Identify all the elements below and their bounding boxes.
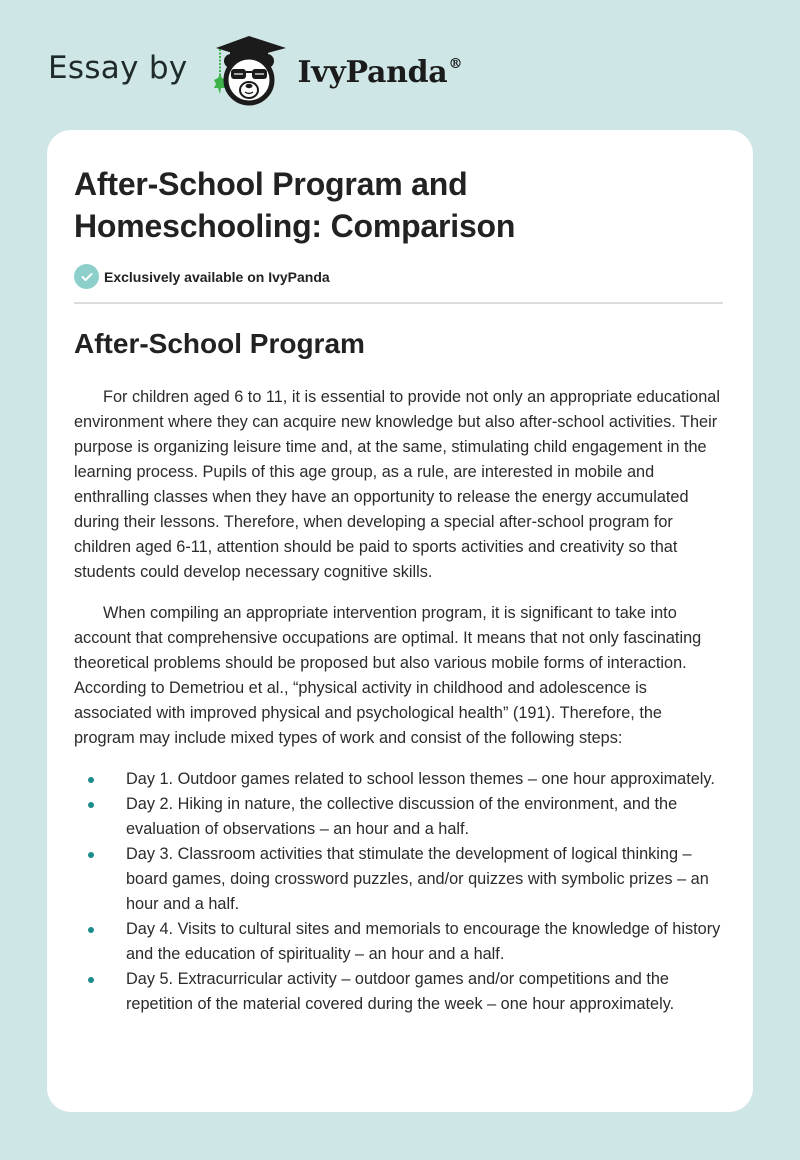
- list-item-text: Day 4. Visits to cultural sites and memorials to encourage the knowledge of history and the education of spirituality – an hour and a half.: [126, 920, 721, 963]
- page-title: After-School Program and Homeschooling: Comparison: [74, 166, 516, 244]
- site-header: [48, 34, 462, 108]
- panda-graduation-cap-icon[interactable]: [206, 34, 292, 108]
- registered-mark: ®: [448, 55, 463, 72]
- list-item: [74, 767, 726, 792]
- bullet-icon: [88, 777, 94, 783]
- list-item: [74, 967, 726, 1017]
- bullet-icon: [88, 852, 94, 858]
- bullet-icon: [88, 977, 94, 983]
- bullet-icon: [88, 802, 94, 808]
- paragraph: [74, 601, 724, 751]
- list-item: [74, 917, 726, 967]
- section-heading: After-School Program: [74, 328, 365, 359]
- program-steps-list: [74, 767, 726, 1017]
- exclusive-badge: [74, 264, 330, 289]
- brand-name[interactable]: [298, 55, 463, 90]
- list-item: [74, 842, 726, 917]
- badge-text: Exclusively available on IvyPanda: [104, 268, 330, 285]
- list-item: [74, 792, 726, 842]
- bullet-icon: [88, 927, 94, 933]
- essay-by-label: Essay by: [48, 50, 188, 86]
- list-item-text: Day 5. Extracurricular activity – outdoor games and/or competitions and the repetition of the material covered during the week – one hour approximately.: [126, 970, 675, 1013]
- paragraph-text: For children aged 6 to 11, it is essential to provide not only an appropriate educational environment where they can acquire new knowledge but also after-school activities. Their purpose is organizing leisure time and, at the same, stimulating child engagement in the learning process. Pupils of this age group, as a rule, are interested in mobile and enthralling classes when they have an opportunity to release the energy accumulated during their lessons. Therefore, when developing a special after-school program for children aged 6-11, attention should be paid to sports activities and creativity so that students could develop necessary cognitive skills.: [74, 388, 720, 581]
- paragraph-text: When compiling an appropriate intervention program, it is significant to take into account that comprehensive occupations are optimal. It means that not only fascinating theoretical problems should be proposed but also various mobile forms of interaction. According to Demetriou et al., “physical activity in childhood and adolescence is associated with improved physical and psychological health” (191). Therefore, the program may include mixed types of work and consist of the following steps:: [74, 604, 702, 747]
- check-circle-icon: [74, 264, 99, 289]
- paragraph: [74, 385, 724, 585]
- title-divider: [74, 302, 723, 304]
- list-item-text: Day 1. Outdoor games related to school lesson themes – one hour approximately.: [126, 770, 715, 788]
- list-item-text: Day 2. Hiking in nature, the collective discussion of the environment, and the evaluation of observations – an hour and a half.: [126, 795, 678, 838]
- list-item-text: Day 3. Classroom activities that stimulate the development of logical thinking – board games, doing crossword puzzles, and/or quizzes with symbolic prizes – an hour and a half.: [126, 845, 709, 913]
- brand-text: IvyPanda: [297, 54, 448, 90]
- essay-card: [47, 130, 753, 1112]
